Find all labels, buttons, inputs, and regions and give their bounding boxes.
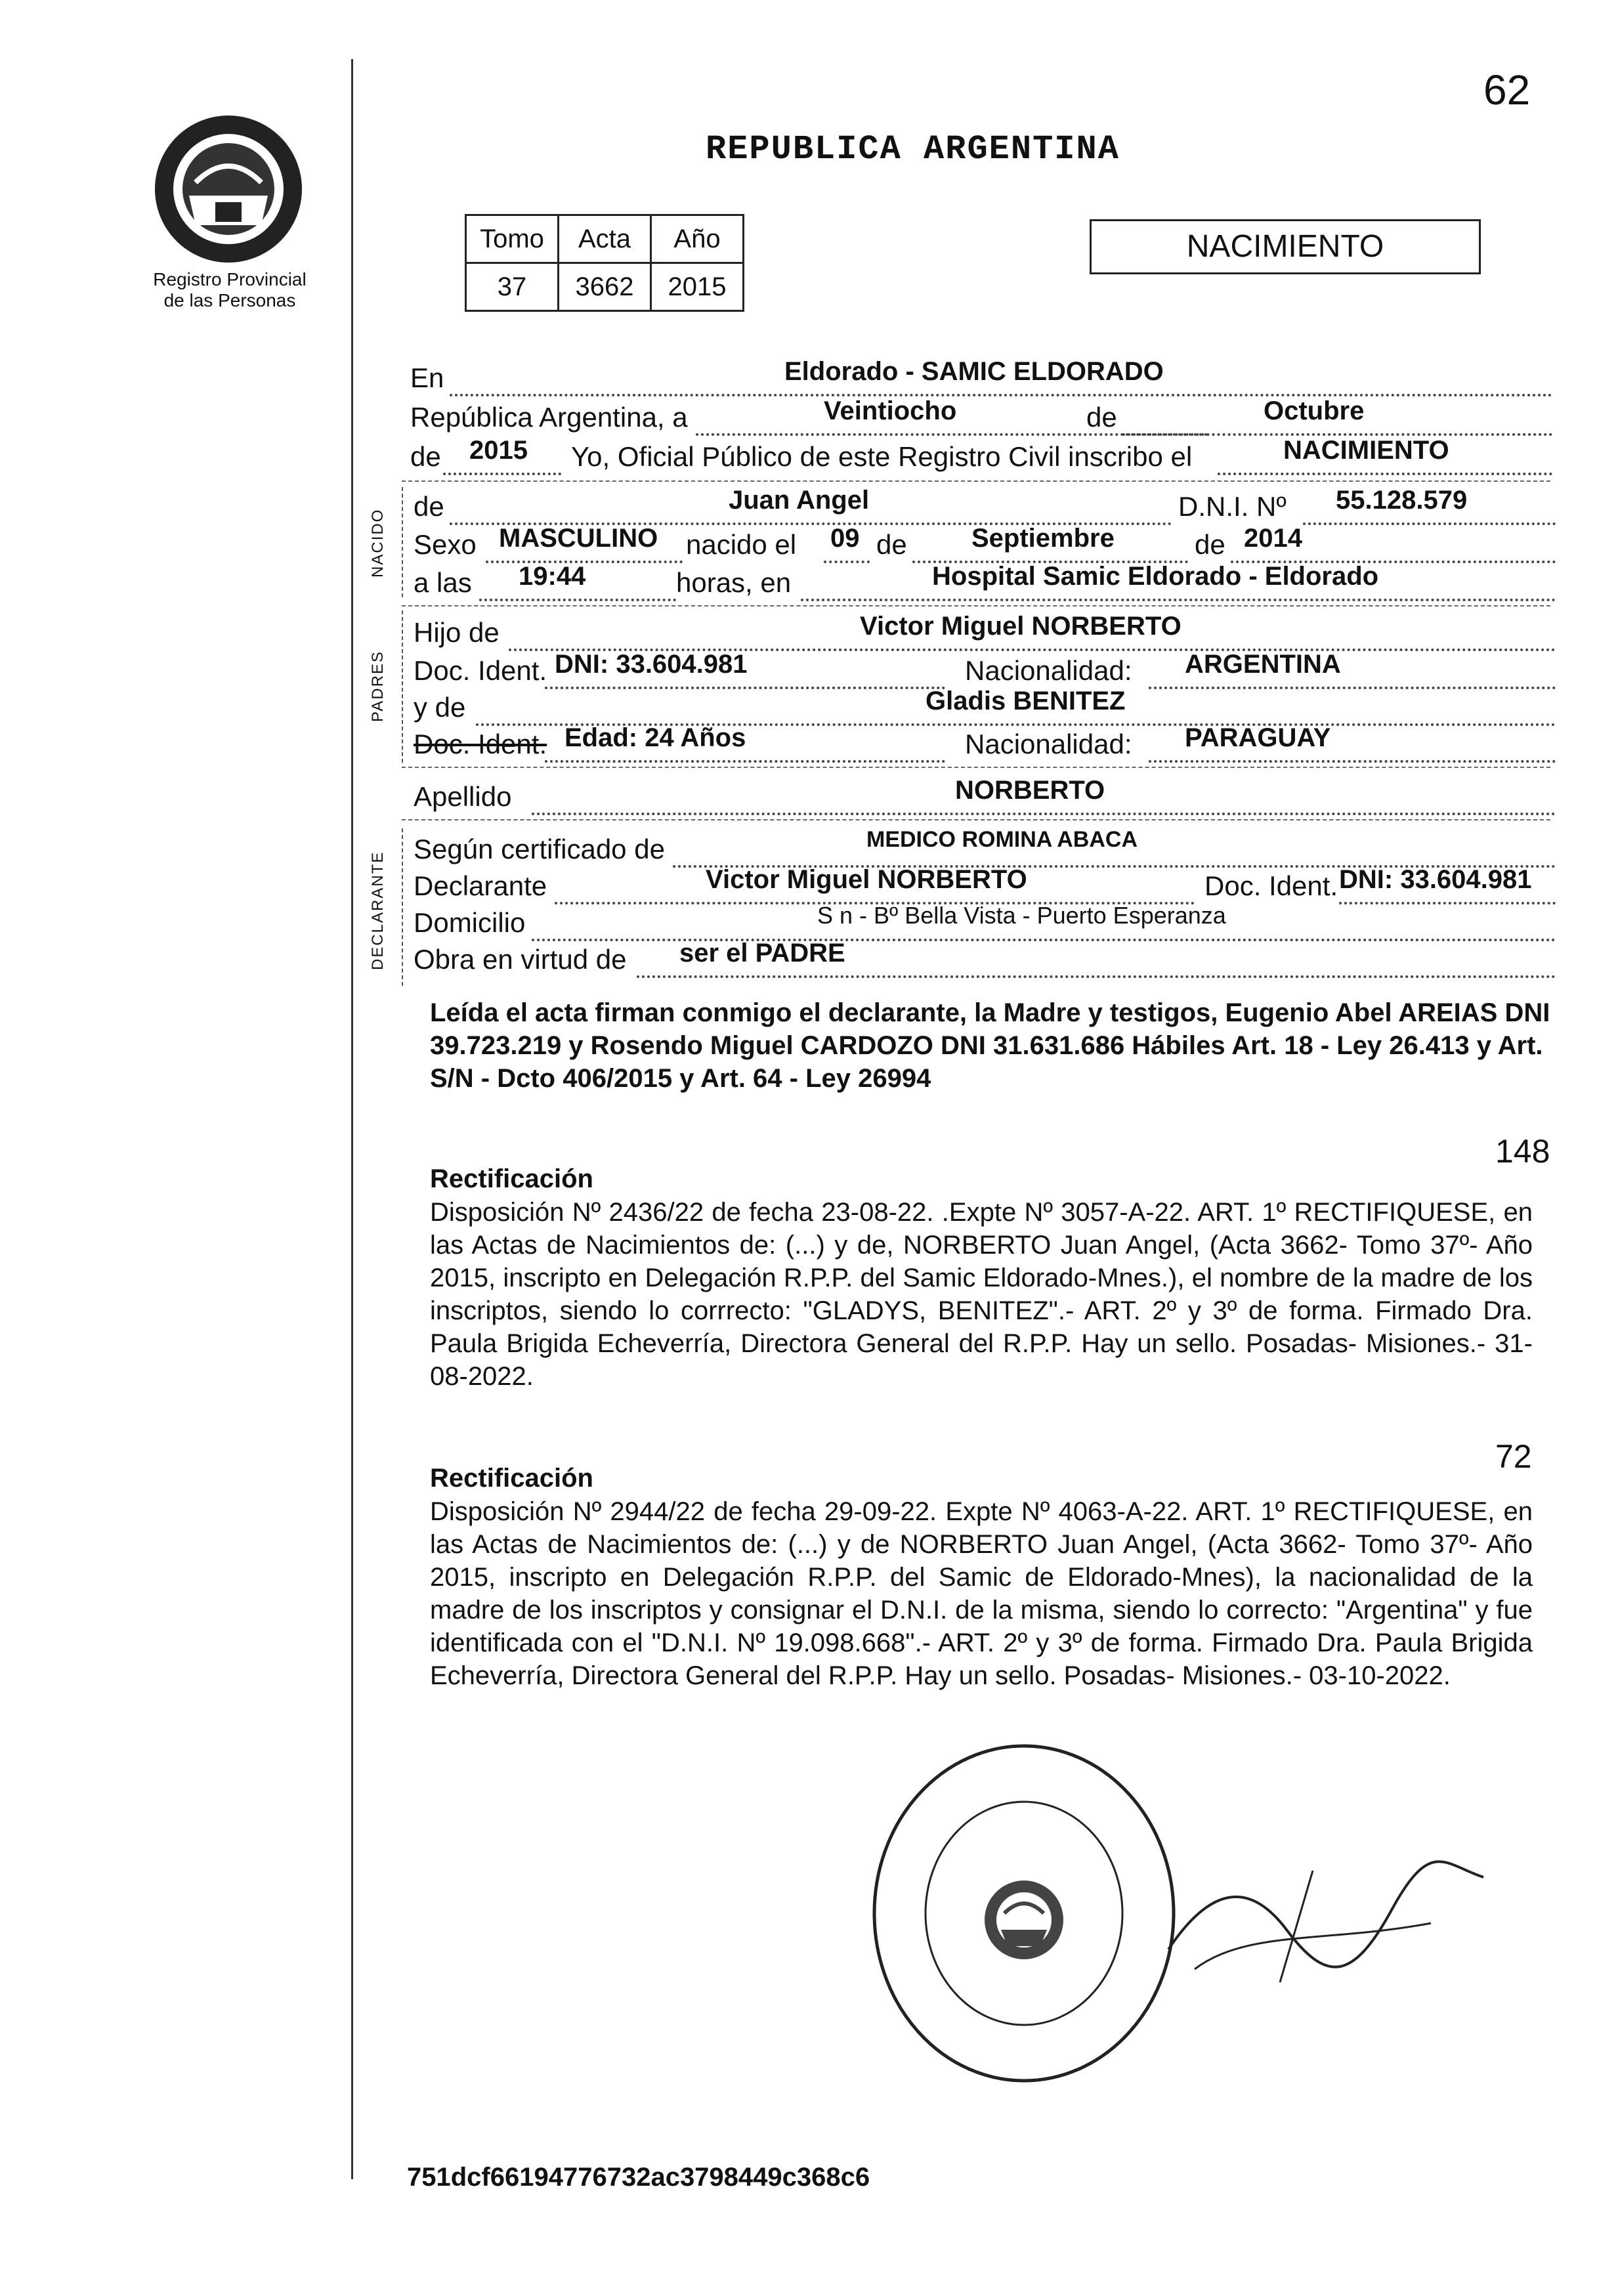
dia-dots [824,561,870,563]
document-title: REPUBLICA ARGENTINA [706,130,1120,169]
row-anio [410,436,1552,478]
tomo-acta-table [465,214,744,312]
declarante-label: Declarante [414,870,547,901]
dia-value: Veintiocho [824,396,957,425]
madre-nac-dots [1149,760,1556,763]
hora-value: 19:44 [519,562,586,591]
logo-caption [128,269,331,311]
rectificacion-2-number: 72 [1495,1438,1532,1475]
header-acta: Acta [559,215,651,263]
madre-nac-label: Nacionalidad: [965,729,1132,759]
logo-caption-line2: de las Personas [163,290,296,310]
declarante-bar [402,828,403,986]
official-seal [866,1739,1182,2087]
declarante-doc-dots [1339,902,1556,904]
rectificacion-1-number: 148 [1495,1133,1550,1170]
lugar-dots [801,599,1556,601]
nacido-de-label-2: de [1195,529,1225,560]
left-margin-line [351,59,353,2179]
domicilio-value: S n - Bº Bella Vista - Puerto Esperanza [817,902,1226,929]
page-number: 62 [1483,66,1531,114]
declarante-side-label: DECLARANTE [369,851,387,970]
hijo-de-label: Hijo de [414,617,500,648]
nombre-de-label: de [414,491,444,522]
row-sexo [414,524,1556,566]
rectificacion-2-body: Disposición Nº 2944/22 de fecha 29-09-22. Expte Nº 4063-A-22. ART. 1º RECTIFIQUESE, en las Actas de Nacimientos de: (...) y de NORBERTO Juan Angel, (Acta 3662- Tomo 37º- Año 2015, inscripto en Delegación R.P.P. del Samic de Eldorado-Mnes), la nacionalidad de la madre de los inscriptos y consignar el D.N.I. de la misma, siendo lo correcto: "Argentina" y fue identificada con el "D.N.I. Nº 19.098.668".- ART. 2º y 3º de forma. Firmado Dra. Paula Brigida Echeverría, Directora General del R.P.P. Hay un sello. Posadas- Misiones.- 03-10-2022. [430,1497,1533,1690]
nombre-value: Juan Angel [729,486,870,515]
nacido-side-label: NACIDO [369,508,387,578]
row-nombre [414,486,1556,528]
header-tomo: Tomo [466,215,559,263]
apellido-value: NORBERTO [955,776,1105,805]
row-apellido [414,776,1556,818]
row-padre [414,612,1556,654]
en-value: Eldorado - SAMIC ELDORADO [784,357,1164,386]
padre-doc-dots [545,687,945,689]
dni-value: 55.128.579 [1336,486,1468,515]
padre-nac-dots [1149,687,1556,689]
record-type-box: NACIMIENTO [1090,219,1481,274]
apellido-dots [532,813,1556,815]
obra-label: Obra en virtud de [414,944,627,975]
nacido-anio-value: 2014 [1244,524,1302,553]
signature-stamp [1155,1851,1497,1995]
nacido-mes-value: Septiembre [971,524,1115,553]
padre-nac-value: ARGENTINA [1185,650,1341,679]
header-anio: Año [651,215,744,263]
sexo-label: Sexo [414,529,477,560]
document-hash: 751dcf66194776732ac3798449c368c6 [407,2163,870,2192]
domicilio-label: Domicilio [414,907,526,938]
tipo-value: NACIMIENTO [1283,436,1449,465]
value-acta: 3662 [559,263,651,311]
nacido-dia-value: 09 [830,524,860,553]
en-label: En [410,362,444,393]
anio-de-label: de [410,441,441,472]
obra-dots [637,975,1556,978]
lugar-value: Hospital Samic Eldorado - Eldorado [932,562,1379,591]
padre-doc-label: Doc. Ident. [414,655,547,686]
madre-doc-dots [545,760,945,763]
madre-doc-label-struck: Doc. Ident. [414,729,547,759]
sexo-value: MASCULINO [499,524,658,553]
de-label: de [1086,402,1117,433]
dni-dots [1303,522,1556,525]
padres-side-label: PADRES [369,650,387,722]
inscribo-text: Yo, Oficial Público de este Registro Civil inscribo el [571,441,1193,472]
padre-nac-label: Nacionalidad: [965,655,1132,686]
madre-value: Gladis BENITEZ [926,687,1126,715]
nacido-de-label: de [876,529,907,560]
republica-label: República Argentina, a [410,402,688,433]
registry-logo [150,110,307,268]
rectificacion-1-body: Disposición Nº 2436/22 de fecha 23-08-22. .Expte Nº 3057-A-22. ART. 1º RECTIFIQUESE, en las Actas de Nacimientos de: (...) y de, NORBERTO Juan Angel, (Acta 3662- Tomo 37º- Año 2015, inscripto en Delegación R.P.P. del Samic Eldorado-Mnes.), el nombre de la madre de los inscriptos, siendo lo corrrecto: "GLADYS, BENITEZ".- ART. 2º y 3º de forma. Firmado Dra. Paula Brigida Echeverría, Directora General del R.P.P. Hay un sello. Posadas- Misiones.- 31-08-2022. [430,1198,1533,1391]
separator-2 [402,605,1550,606]
rectificacion-1-title: Rectificación [430,1164,593,1193]
logo-caption-line1: Registro Provincial [153,269,307,289]
apellido-label: Apellido [414,781,512,812]
anio-dots [443,473,561,475]
madre-nac-value: PARAGUAY [1185,723,1331,752]
row-en [410,357,1552,399]
nacido-bar [402,487,403,597]
a-las-label: a las [414,567,472,598]
separator-1 [402,480,1550,482]
mes-value: Octubre [1264,396,1365,425]
row-madre-doc [414,723,1556,765]
padre-value: Victor Miguel NORBERTO [860,612,1182,641]
horas-en-label: horas, en [676,567,792,598]
obra-value: ser el PADRE [679,939,845,967]
padre-doc-value: DNI: 33.604.981 [555,650,748,679]
value-tomo: 37 [466,263,559,311]
certificado-label: Según certificado de [414,834,665,864]
declarante-doc-value: DNI: 33.604.981 [1339,865,1532,894]
declarante-doc-label: Doc. Ident. [1204,870,1338,901]
y-de-label: y de [414,692,466,723]
nacido-el-label: nacido el [686,529,797,560]
separator-3 [402,767,1550,768]
row-hora [414,562,1556,604]
firma-paragraph: Leída el acta firman conmigo el declarante, la Madre y testigos, Eugenio Abel AREIAS DNI 39.723.219 y Rosendo Miguel CARDOZO DNI 31.631.686 Hábiles Art. 18 - Ley 26.413 y Art. S/N - Dcto 406/2015 y Art. 64 - Ley 26994 [430,998,1550,1093]
hora-dots [479,599,676,601]
separator-4 [402,819,1550,820]
tipo-dots [1218,473,1552,475]
certificado-value: MEDICO ROMINA ABACA [866,827,1138,852]
rectificacion-2-title: Rectificación [430,1464,593,1493]
en-dots [450,394,1552,396]
value-anio: 2015 [651,263,744,311]
row-obra [414,939,1556,981]
dni-label: D.N.I. Nº [1178,491,1287,522]
anio-value: 2015 [469,436,528,465]
row-republica [410,396,1552,438]
row-domicilio [414,902,1556,944]
madre-edad-value: Edad: 24 Años [564,723,746,752]
padres-bar [402,610,403,763]
declarante-value: Victor Miguel NORBERTO [706,865,1027,894]
